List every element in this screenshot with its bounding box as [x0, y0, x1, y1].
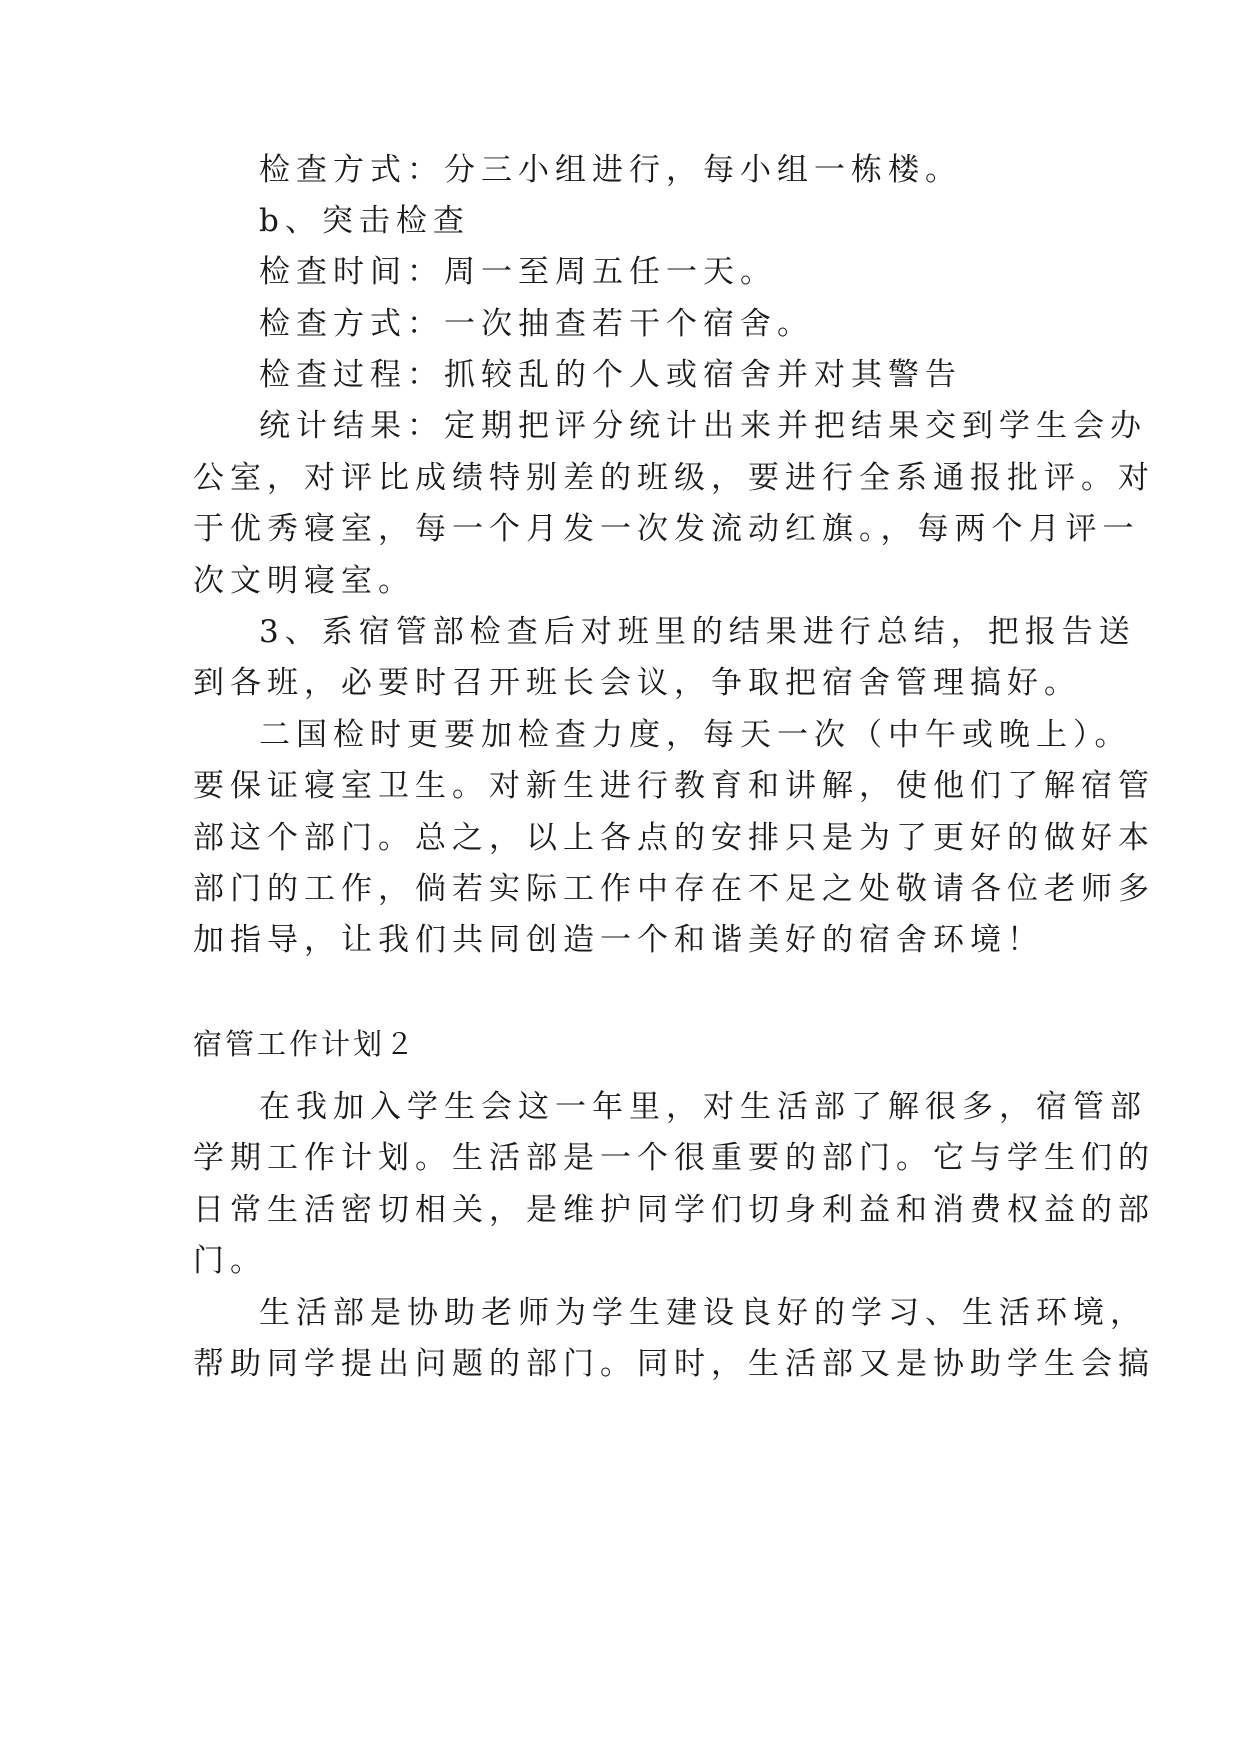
paragraph-line: 检查时间：周一至周五任一天。 [259, 254, 777, 290]
paragraph-line: 检查方式：一次抽查若干个宿舍。 [259, 306, 814, 342]
paragraph-line: 二国检时更要加检查力度，每天一次（中午或晚上）。 [259, 717, 1132, 753]
paragraph-line: 次文明寝室。 [193, 563, 415, 599]
paragraph-line: b、突击检查 [259, 203, 470, 239]
paragraph-line: 统计结果：定期把评分统计出来并把结果交到学生会办 [259, 408, 1147, 444]
paragraph-line: 门。 [193, 1243, 267, 1279]
paragraph-line: 部门的工作，倘若实际工作中存在不足之处敬请各位老师多 [193, 871, 1155, 907]
paragraph-line: 到各班，必要时召开班长会议，争取把宿舍管理搞好。 [193, 665, 1081, 701]
paragraph-line: 3、系宿管部检查后对班里的结果进行总结，把报告送 [259, 614, 1136, 650]
paragraph-line: 加指导，让我们共同创造一个和谐美好的宿舍环境！ [193, 922, 1044, 958]
paragraph-line: 在我加入学生会这一年里，对生活部了解很多，宿管部 [259, 1089, 1147, 1125]
paragraph-line: 日常生活密切相关，是维护同学们切身利益和消费权益的部 [193, 1192, 1155, 1228]
paragraph-line: 于优秀寝室，每一个月发一次发流动红旗。，每两个月评一 [193, 511, 1140, 547]
paragraph-line: 公室，对评比成绩特别差的班级，要进行全系通报批评。对 [193, 460, 1155, 496]
paragraph-line: 学期工作计划。生活部是一个很重要的部门。它与学生们的 [193, 1140, 1155, 1176]
paragraph-line: 部这个部门。总之，以上各点的安排只是为了更好的做好本 [193, 820, 1155, 856]
paragraph-line: 帮助同学提出问题的部门。同时，生活部又是协助学生会搞 [193, 1346, 1155, 1382]
paragraph-line: 生活部是协助老师为学生建设良好的学习、生活环境， [259, 1295, 1147, 1331]
paragraph-line: 要保证寝室卫生。对新生进行教育和讲解，使他们了解宿管 [193, 768, 1155, 804]
paragraph-line: 检查方式：分三小组进行，每小组一栋楼。 [259, 152, 962, 188]
section-heading: 宿管工作计划２ [193, 1027, 418, 1061]
paragraph-line: 检查过程：抓较乱的个人或宿舍并对其警告 [259, 357, 962, 393]
